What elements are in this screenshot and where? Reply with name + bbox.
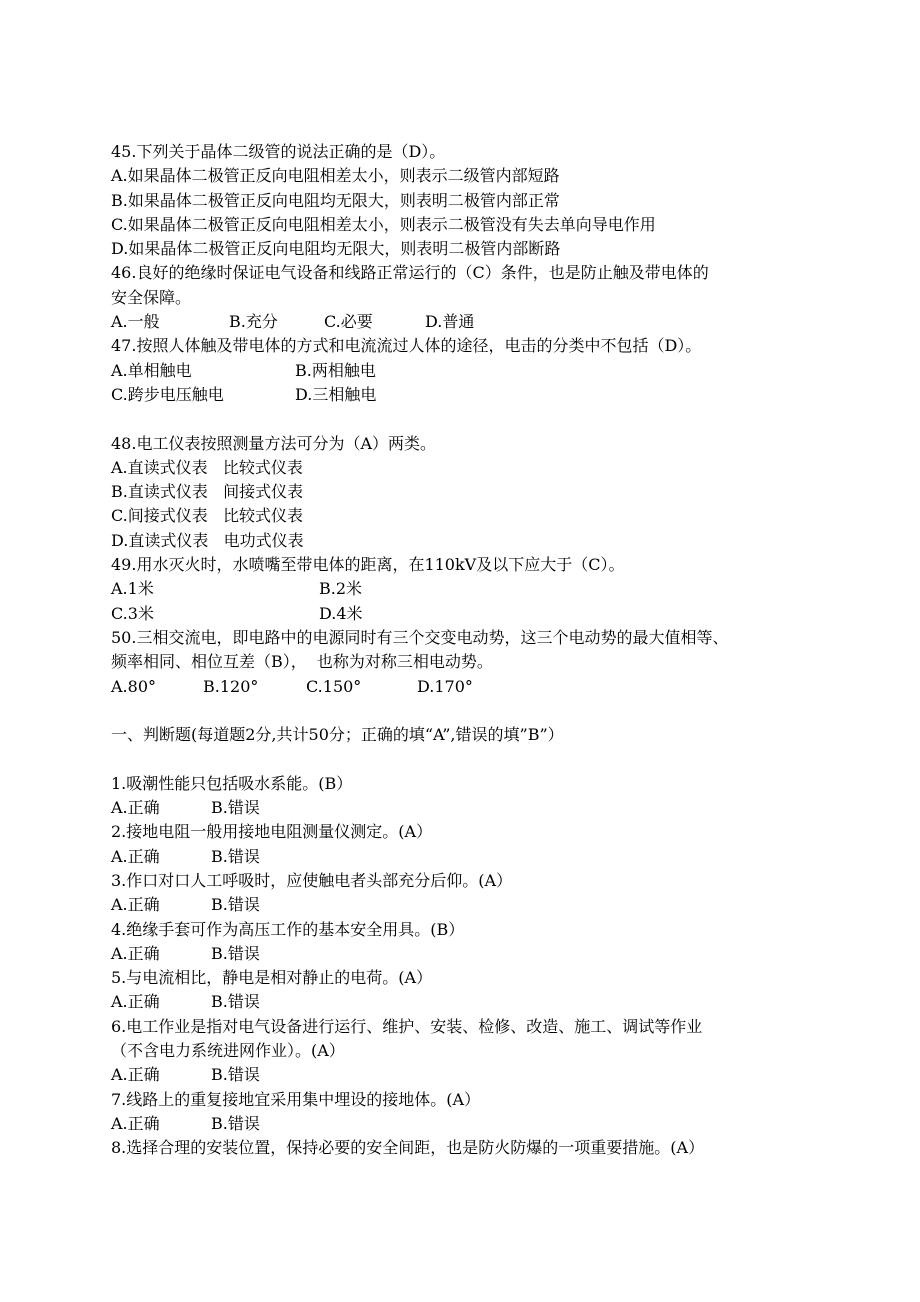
option-correct: A.正确 — [111, 992, 160, 1012]
question-48-option-b: B.直读式仪表 间接式仪表 — [111, 482, 304, 502]
option-correct: A.正确 — [111, 798, 160, 818]
question-50-option-c: C.150° — [306, 676, 362, 696]
judge-question-6-line-2: （不含电力系统进网作业）。(A） — [111, 1040, 345, 1060]
question-48-option-d: D.直读式仪表 电功式仪表 — [111, 530, 304, 550]
judge-question-5-options — [111, 990, 831, 1014]
question-48-option-a: A.直读式仪表 比较式仪表 — [111, 457, 303, 477]
question-47-options-row-1 — [111, 359, 831, 383]
question-45-option-b: B.如果晶体二极管正反向电阻均无限大，则表明二极管内部正常 — [111, 190, 560, 210]
question-50-options — [111, 675, 831, 699]
option-correct: A.正确 — [111, 943, 160, 963]
question-47-option-c: C.跨步电压触电 — [111, 384, 224, 404]
judge-question-4-options — [111, 942, 831, 966]
question-47-option-a: A.单相触电 — [111, 360, 192, 380]
question-49-option-d: D.4米 — [319, 603, 363, 623]
judge-question-3: 3.作口对口人工呼吸时，应使触电者头部充分后仰。(A） — [111, 870, 513, 890]
question-47-option-b: B.两相触电 — [295, 360, 376, 380]
question-47-option-d: D.三相触电 — [295, 384, 377, 404]
blank-line — [111, 699, 831, 723]
question-49-option-c: C.3米 — [111, 603, 154, 623]
option-correct: A.正确 — [111, 1113, 160, 1133]
question-46-option-b: B.充分 — [229, 312, 278, 332]
question-50-option-b: B.120° — [203, 676, 259, 696]
judge-question-6-options — [111, 1063, 831, 1087]
question-46-option-a: A.一般 — [111, 312, 160, 332]
question-50-stem-line-1: 50.三相交流电，即电路中的电源同时有三个交变电动势，这三个电动势的最大值相等、 — [111, 627, 729, 647]
option-wrong: B.错误 — [211, 943, 260, 963]
question-45-option-d: D.如果晶体二极管正反向电阻均无限大，则表明二极管内部断路 — [111, 239, 561, 259]
option-correct: A.正确 — [111, 895, 160, 915]
question-46-options — [111, 310, 831, 334]
question-49-options-row-1 — [111, 577, 831, 601]
question-46-stem-line-2: 安全保障。 — [111, 287, 192, 307]
judge-question-6-line-1: 6.电工作业是指对电气设备进行运行、维护、安装、检修、改造、施工、调试等作业 — [111, 1016, 703, 1036]
question-49-option-b: B.2米 — [319, 579, 363, 599]
option-correct: A.正确 — [111, 1065, 160, 1085]
question-47-options-row-2 — [111, 383, 831, 407]
option-wrong: B.错误 — [211, 798, 260, 818]
option-wrong: B.错误 — [211, 1113, 260, 1133]
option-correct: A.正确 — [111, 846, 160, 866]
question-list — [111, 140, 831, 1160]
question-50-stem-line-2: 频率相同、相位互差（B）， 也称为对称三相电动势。 — [111, 652, 493, 672]
judge-question-5: 5.与电流相比，静电是相对静止的电荷。(A） — [111, 968, 433, 988]
judge-question-8: 8.选择合理的安装位置，保持必要的安全间距，也是防火防爆的一项重要措施。(A） — [111, 1138, 705, 1158]
question-50-option-d: D.170° — [417, 676, 473, 696]
section-heading: 一、判断题(每道题2分,共计50分；正确的填“A”,错误的填”B”） — [111, 725, 564, 745]
question-48-stem: 48.电工仪表按照测量方法可分为（A）两类。 — [111, 433, 437, 453]
question-50-option-a: A.80° — [111, 676, 156, 696]
question-49-stem: 49.用水灭火时，水喷嘴至带电体的距离，在110kV及以下应大于（C）。 — [111, 555, 625, 575]
question-46-option-c: C.必要 — [324, 312, 373, 332]
judge-question-2: 2.接地电阻一般用接地电阻测量仪测定。(A） — [111, 822, 433, 842]
judge-question-7: 7.线路上的重复接地宜采用集中埋设的接地体。(A） — [111, 1089, 481, 1109]
option-wrong: B.错误 — [211, 1065, 260, 1085]
judge-question-7-options — [111, 1112, 831, 1136]
blank-line — [111, 747, 831, 771]
judge-question-2-options — [111, 845, 831, 869]
question-49-option-a: A.1米 — [111, 579, 154, 599]
judge-question-1-options — [111, 796, 831, 820]
question-45-stem: 45.下列关于晶体二级管的说法正确的是（D）。 — [111, 142, 446, 161]
option-wrong: B.错误 — [211, 992, 260, 1012]
question-49-options-row-2 — [111, 602, 831, 626]
judge-question-1: 1.吸潮性能只包括吸水系能。(B） — [111, 773, 353, 793]
question-47-stem: 47.按照人体触及带电体的方式和电流流过人体的途径，电击的分类中不包括（D）。 — [111, 336, 702, 356]
question-46-option-d: D.普通 — [425, 312, 475, 332]
question-45-option-a: A.如果晶体二极管正反向电阻相差太小，则表示二级管内部短路 — [111, 166, 560, 186]
judge-question-4: 4.绝缘手套可作为高压工作的基本安全用具。(B） — [111, 919, 465, 939]
judge-question-3-options — [111, 893, 831, 917]
option-wrong: B.错误 — [211, 846, 260, 866]
question-48-option-c: C.间接式仪表 比较式仪表 — [111, 506, 304, 526]
question-45-option-c: C.如果晶体二极管正反向电阻相差太小，则表示二极管没有失去单向导电作用 — [111, 214, 656, 234]
blank-line — [111, 407, 831, 431]
option-wrong: B.错误 — [211, 895, 260, 915]
question-46-stem-line-1: 46.良好的绝缘时保证电气设备和线路正常运行的（C）条件，也是防止触及带电体的 — [111, 263, 709, 283]
